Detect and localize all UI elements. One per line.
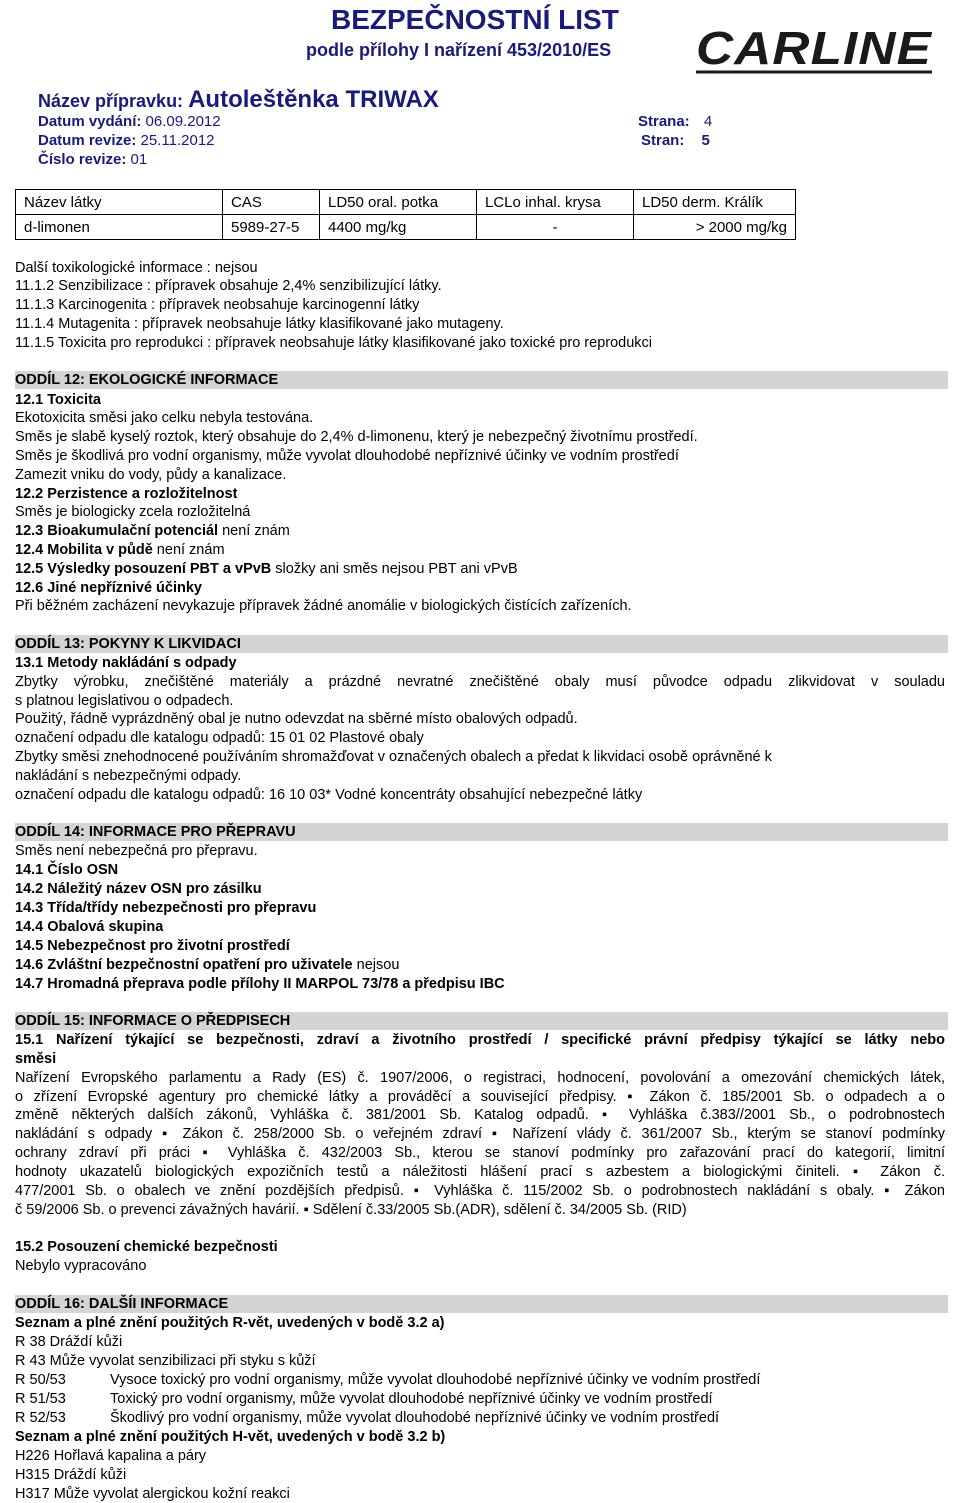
section-header: ODDÍL 15: INFORMACE O PŘEDPISECH [15, 1012, 948, 1030]
subsection-heading: Seznam a plné znění použitých H-vět, uvedených v bodě 3.2 b) [15, 1429, 446, 1445]
subsection-heading: 12.2 Perzistence a rozložitelnost [15, 486, 238, 502]
table-cell: 4400 mg/kg [320, 215, 477, 240]
r-phrase: R 38 Dráždí kůži [15, 1334, 123, 1350]
section-header: ODDÍL 13: POKYNY K LIKVIDACI [15, 635, 948, 653]
subsection-value: nejsou [352, 957, 400, 973]
text-line: Použitý, řádně vyprázdněný obal je nutno odevzdat na sběrné místo obalových odpadů. [15, 711, 578, 727]
h-phrase: H315 Dráždí kůži [15, 1467, 127, 1483]
document-subtitle: podle přílohy I nařízení 453/2010/ES [306, 40, 612, 60]
tox-info-line: 11.1.4 Mutagenita : přípravek neobsahuje látky klasifikované jako mutageny. [15, 316, 504, 332]
subsection-heading: Seznam a plné znění použitých R-vět, uvedených v bodě 3.2 a) [15, 1315, 445, 1331]
page-line [638, 113, 712, 130]
subsection-value: není znám [218, 523, 290, 539]
pages-line [641, 132, 710, 149]
table-cell: 5989-27-5 [223, 215, 320, 240]
revision-label: Datum revize: [38, 132, 137, 149]
page-value: 4 [703, 113, 713, 130]
page-label: Strana: [638, 113, 690, 130]
subsection-heading: 14.6 Zvláštní bezpečnostní opatření pro uživatele [15, 957, 353, 973]
subsection-heading: 14.2 Náležitý název OSN pro zásilku [15, 881, 262, 897]
subsection-heading: 12.1 Toxicita [15, 392, 101, 408]
text-line: Směs není nebezpečná pro přepravu. [15, 843, 258, 859]
table-cell: d-limonen [16, 215, 223, 240]
text-line: označení odpadu dle katalogu odpadů: 16 10 03* Vodné koncentráty obsahující nebezpečné látky [15, 787, 643, 803]
subsection-line [15, 560, 518, 578]
product-label: Název přípravku: [38, 91, 184, 111]
text-line: o zřízení Evropské agentury pro chemické látky a prováděcí a související předpisy. ▪ Zákon č. 185/2001 Sb. o odpadech a o [15, 1089, 945, 1105]
text-line: 477/2001 Sb. o obalech ve znění pozdějších předpisů. ▪ Vyhláška č. 115/2002 Sb. o podrobnostech nakládání s obaly. ▪ Zákon [15, 1183, 945, 1199]
revision-date-line [38, 132, 215, 149]
document-title: BEZPEČNOSTNÍ LIST [331, 4, 619, 35]
table-header-row [16, 190, 796, 215]
r-phrase-code: R 52/53 [15, 1410, 66, 1426]
issue-date: 06.09.2012 [145, 113, 221, 130]
subsection-value: není znám [152, 542, 225, 558]
h-phrase: H317 Může vyvolat alergickou kožní reakci [15, 1486, 290, 1502]
r-phrase-text: Toxický pro vodní organismy, může vyvolat dlouhodobé nepříznivé účinky ve vodním prostředí [110, 1391, 713, 1407]
text-line: hodnoty ukazatelů biologických expozičních testů a náležitosti hlášení prací s azbestem a biologickými činiteli. ▪ Zákon č. [15, 1164, 945, 1180]
subsection-heading: 12.5 Výsledky posouzení PBT a vPvB [15, 561, 272, 577]
table-cell: - [477, 215, 634, 240]
h-phrase: H226 Hořlavá kapalina a páry [15, 1448, 207, 1464]
text-line: Nařízení Evropského parlamentu a Rady (ES) č. 1907/2006, o registraci, hodnocení, povolování a omezování chemických látek, [15, 1070, 945, 1086]
revision-no: 01 [130, 151, 148, 168]
r-phrase-text: Škodlivý pro vodní organismy, může vyvolat dlouhodobé nepříznivé účinky ve vodním prostředí [110, 1410, 720, 1426]
subsection-heading: 14.7 Hromadná přeprava podle přílohy II MARPOL 73/78 a předpisu IBC [15, 976, 505, 992]
r-phrase: R 43 Může vyvolat senzibilizaci při styku s kůží [15, 1353, 316, 1369]
issue-label: Datum vydání: [38, 113, 142, 130]
subsection-value: složky ani směs nejsou PBT ani vPvB [271, 561, 518, 577]
text-line: č 59/2006 Sb. o prevenci závažných havárií. ▪ Sdělení č.33/2005 Sb.(ADR), sdělení č. 34/2005 Sb. (RID) [15, 1202, 687, 1218]
subsection-heading: 12.3 Bioakumulační potenciál [15, 523, 219, 539]
text-line: ochrany zdraví při práci ▪ Vyhláška č. 432/2003 Sb., kterou se stanoví podmínky pro zařazování prací do kategorií, limitní [15, 1145, 945, 1161]
revision-number-line [38, 151, 147, 168]
subsection-heading: 14.5 Nebezpečnost pro životní prostředí [15, 938, 290, 954]
table-header-cell: LCLo inhal. krysa [477, 190, 634, 215]
text-line: Zamezit vniku do vody, půdy a kanalizace. [15, 467, 287, 483]
section-header: ODDÍL 16: DALŠÍI INFORMACE [15, 1295, 948, 1313]
text-line: Při běžném zacházení nevykazuje přípravek žádné anomálie v biologických čistících zařízeních. [15, 598, 632, 614]
subsection-heading: 14.4 Obalová skupina [15, 919, 164, 935]
issue-date-line [38, 113, 221, 130]
tox-info-line: Další toxikologické informace : nejsou [15, 260, 258, 276]
text-line: Ekotoxicita směsi jako celku nebyla testována. [15, 410, 314, 426]
r-phrase-text: Vysoce toxický pro vodní organismy, může vyvolat dlouhodobé nepříznivé účinky ve vodním prostředí [110, 1372, 761, 1388]
text-line: Směs je biologicky zcela rozložitelná [15, 504, 251, 520]
logo-text: CARLINE [696, 22, 933, 74]
table-header-cell: Název látky [16, 190, 223, 215]
pages-value: 5 [701, 132, 710, 149]
product-name: Autoleštěnka TRIWAX [188, 86, 439, 113]
text-line: s platnou legislativou o odpadech. [15, 693, 234, 709]
text-line: nakládání s odpady ▪ Zákon č. 258/2000 Sb. o veřejném zdraví ▪ Nařízení vlády č. 361/2007 Sb., kterým se stanoví podmínky [15, 1126, 945, 1142]
section-header: ODDÍL 12: EKOLOGICKÉ INFORMACE [15, 371, 948, 389]
r-phrase-code: R 50/53 [15, 1372, 66, 1388]
text-line: Zbytky výrobku, znečištěné materiály a prázdné nevratné znečištěné obaly musí původce odpadu zlikvidovat v souladu [15, 674, 945, 690]
text-line: Směs je slabě kyselý roztok, který obsahuje do 2,4% d-limonenu, který je nebezpečný životnímu prostředí. [15, 429, 698, 445]
revision-date: 25.11.2012 [140, 132, 215, 149]
subsection-heading: 14.3 Třída/třídy nebezpečnosti pro přepravu [15, 900, 317, 916]
text-line: Zbytky směsi znehodnocené používáním shromažďovat v označených obalech a předat k likvidaci osobě oprávněné k [15, 749, 772, 765]
carline-logo [692, 20, 937, 78]
text-line: Nebylo vypracováno [15, 1258, 147, 1274]
subsection-line [15, 522, 290, 540]
text-line: nakládání s nebezpečnými odpady. [15, 768, 242, 784]
subsection-heading: směsi [15, 1051, 57, 1067]
section-header: ODDÍL 14: INFORMACE PRO PŘEPRAVU [15, 823, 948, 841]
table-header-cell: CAS [223, 190, 320, 215]
subsection-heading: 13.1 Metody nakládání s odpady [15, 655, 237, 671]
subsection-heading: 12.4 Mobilita v půdě [15, 542, 153, 558]
table-header-cell: LD50 derm. Králík [634, 190, 796, 215]
pages-label: Stran: [641, 132, 685, 149]
subsection-line [15, 541, 225, 559]
subsection-line [15, 956, 399, 974]
subsection-heading: 15.1 Nařízení týkající se bezpečnosti, zdraví a životního prostředí / specifické právní předpisy týkající se látky nebo [15, 1032, 945, 1048]
revision-no-label: Číslo revize: [38, 151, 127, 168]
subsection-heading: 12.6 Jiné nepříznivé účinky [15, 580, 202, 596]
subsection-heading: 14.1 Číslo OSN [15, 862, 119, 878]
text-line: Směs je škodlivá pro vodní organismy, může vyvolat dlouhodobé nepříznivé účinky ve vodním prostředí [15, 448, 679, 464]
toxicity-table [15, 189, 796, 240]
product-line [38, 86, 439, 114]
table-header-cell: LD50 oral. potka [320, 190, 477, 215]
tox-info-line: 11.1.2 Senzibilizace : přípravek obsahuje 2,4% senzibilizující látky. [15, 278, 442, 294]
table-cell: > 2000 mg/kg [634, 215, 796, 240]
text-line: označení odpadu dle katalogu odpadů: 15 01 02 Plastové obaly [15, 730, 424, 746]
text-line: změně některých dalších zákonů, Vyhláška č. 381/2001 Sb. Katalog odpadů. ▪ Vyhláška č.383//2001 Sb., o podrobnostech [15, 1107, 945, 1123]
r-phrase-code: R 51/53 [15, 1391, 66, 1407]
tox-info-line: 11.1.3 Karcinogenita : přípravek neobsahuje karcinogenní látky [15, 297, 420, 313]
tox-info-line: 11.1.5 Toxicita pro reprodukci : přípravek neobsahuje látky klasifikované jako toxické pro reprodukci [15, 335, 652, 351]
table-row [16, 215, 796, 240]
subsection-heading: 15.2 Posouzení chemické bezpečnosti [15, 1239, 278, 1255]
